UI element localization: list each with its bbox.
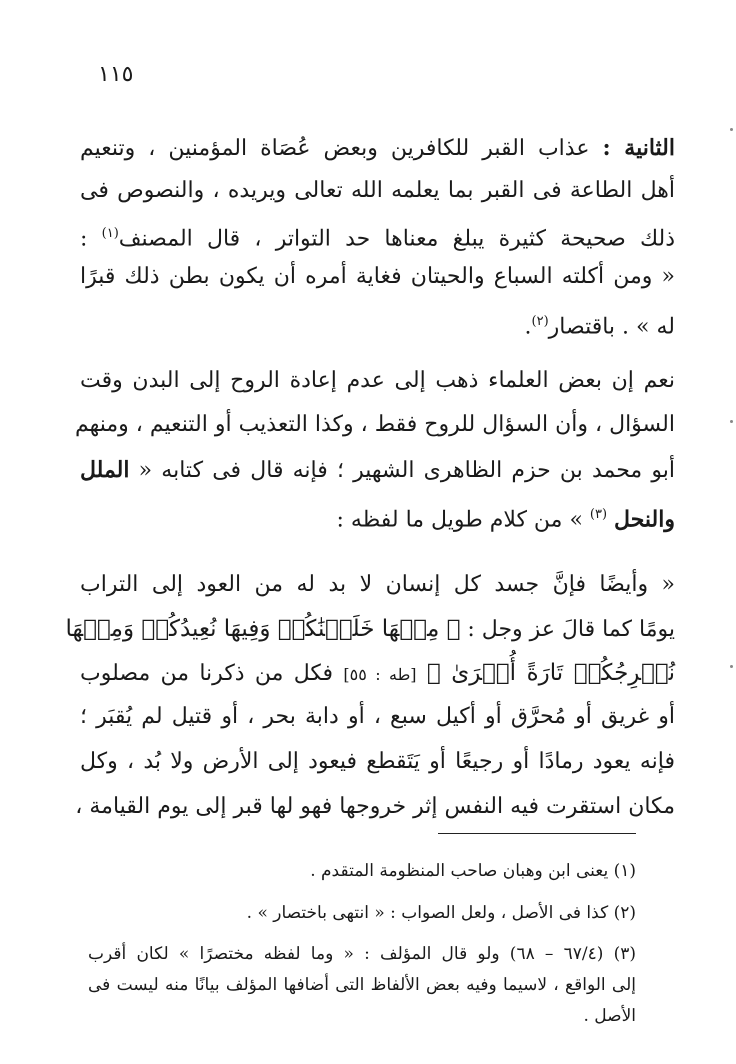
footnote-ref-3[interactable]: (٣) bbox=[589, 507, 608, 522]
paragraph-3-line-6: مكان استقرت فيه النفس إثر خروجها فهو لها قبر إلى يوم القيامة ، bbox=[75, 794, 675, 819]
p1-line3-colon: : bbox=[80, 226, 88, 252]
section-lead: الثانية : bbox=[602, 135, 675, 161]
footnote-2: (٢) كذا فى الأصل ، ولعل الصواب : « انتهى باختصار » . bbox=[246, 903, 636, 923]
p3-line3-text: فكل من ذكرنا من مصلوب bbox=[80, 661, 334, 686]
paragraph-1-line-3 bbox=[80, 219, 675, 254]
paragraph-1-line-4: « ومن أكلته السباع والحيتان فغاية أمره أن يكون بطن ذلك قبرًا bbox=[80, 264, 675, 289]
p1-line5-text: له » . باقتصار bbox=[548, 314, 675, 340]
quran-verse-part-1: ﴿ مِنۡهَا خَلَقۡنَٰكُمۡ وَفِيهَا نُعِيدُكُمۡ وَمِنۡهَا bbox=[65, 616, 461, 642]
paragraph-1-line-2: أهل الطاعة فى القبر بما يعلمه الله تعالى ويريده ، والنصوص فى bbox=[80, 178, 675, 203]
book-title-part-1: الملل bbox=[80, 457, 130, 483]
paragraph-2-line-1: نعم إن بعض العلماء ذهب إلى عدم إعادة الروح إلى البدن وقت bbox=[80, 368, 675, 393]
footnote-3-line-2: إلى الواقع ، لاسيما وفيه بعض الألفاظ التى أضافها المؤلف بيانًا منه ليست فى bbox=[88, 975, 636, 995]
paragraph-1-line-1 bbox=[80, 133, 675, 164]
paragraph-2-line-4 bbox=[80, 500, 675, 535]
footnote-separator bbox=[438, 833, 636, 834]
footnote-ref-2[interactable]: (٢) bbox=[531, 314, 549, 329]
footnote-3-line-1: (٣) (٦٧/٤ – ٦٨) ولو قال المؤلف : « وما لفظه مختصرًا » لكان أقرب bbox=[88, 944, 637, 964]
p1-line5-end: . bbox=[524, 314, 532, 340]
paragraph-3-line-3 bbox=[80, 658, 675, 690]
footnote-ref-1[interactable]: (١) bbox=[101, 226, 119, 241]
quran-verse-part-2: نُخۡرِجُكُمۡ تَارَةً أُخۡرَىٰ ﴾ bbox=[426, 660, 675, 686]
paragraph-1-line-5 bbox=[80, 307, 675, 342]
footnote-1: (١) يعنى ابن وهبان صاحب المنظومة المتقدم . bbox=[310, 861, 636, 881]
footnote-3-line-3: الأصل . bbox=[583, 1006, 636, 1026]
paragraph-3-line-2 bbox=[65, 614, 675, 645]
scan-speck bbox=[730, 665, 733, 668]
p1-line3-text: ذلك صحيحة كثيرة يبلغ معناها حد التواتر ، قال المصنف bbox=[118, 226, 675, 252]
page-number: ١١٥ bbox=[98, 62, 134, 87]
paragraph-2-line-3 bbox=[80, 455, 675, 486]
paragraph-2-line-2: السؤال ، وأن السؤال للروح فقط ، وكذا التعذيب أو التنعيم ، ومنهم bbox=[74, 412, 675, 437]
p2-line3-text: أبو محمد بن حزم الظاهرى الشهير ؛ فإنه قال فى كتابه « bbox=[138, 458, 675, 483]
paragraph-3-line-1: « وأيضًا فإنَّ جسد كل إنسان لا بد له من العود إلى التراب bbox=[80, 572, 675, 597]
paragraph-3-line-5: فإنه يعود رمادًا أو رجيعًا أو يَتَقطع فيعود إلى الأرض ولا بُد ، وكل bbox=[80, 749, 675, 774]
scan-speck bbox=[730, 128, 733, 131]
p1-line1-text: عذاب القبر للكافرين وبعض عُصَاة المؤمنين ، وتنعيم bbox=[80, 136, 590, 161]
book-title-part-2: والنحل bbox=[614, 506, 675, 533]
p3-line2-text: يومًا كما قالَ عز وجل : bbox=[467, 617, 675, 642]
p2-line4-text: » من كلام طويل ما لفظه : bbox=[336, 507, 583, 533]
verse-reference: [طه : ٥٥] bbox=[343, 665, 417, 684]
paragraph-3-line-4: أو غريق أو مُحرَّق أو أكيل سبع ، أو دابة بحر ، أو قتيل لم يُقبَر ؛ bbox=[80, 704, 675, 729]
scan-speck bbox=[730, 420, 733, 423]
